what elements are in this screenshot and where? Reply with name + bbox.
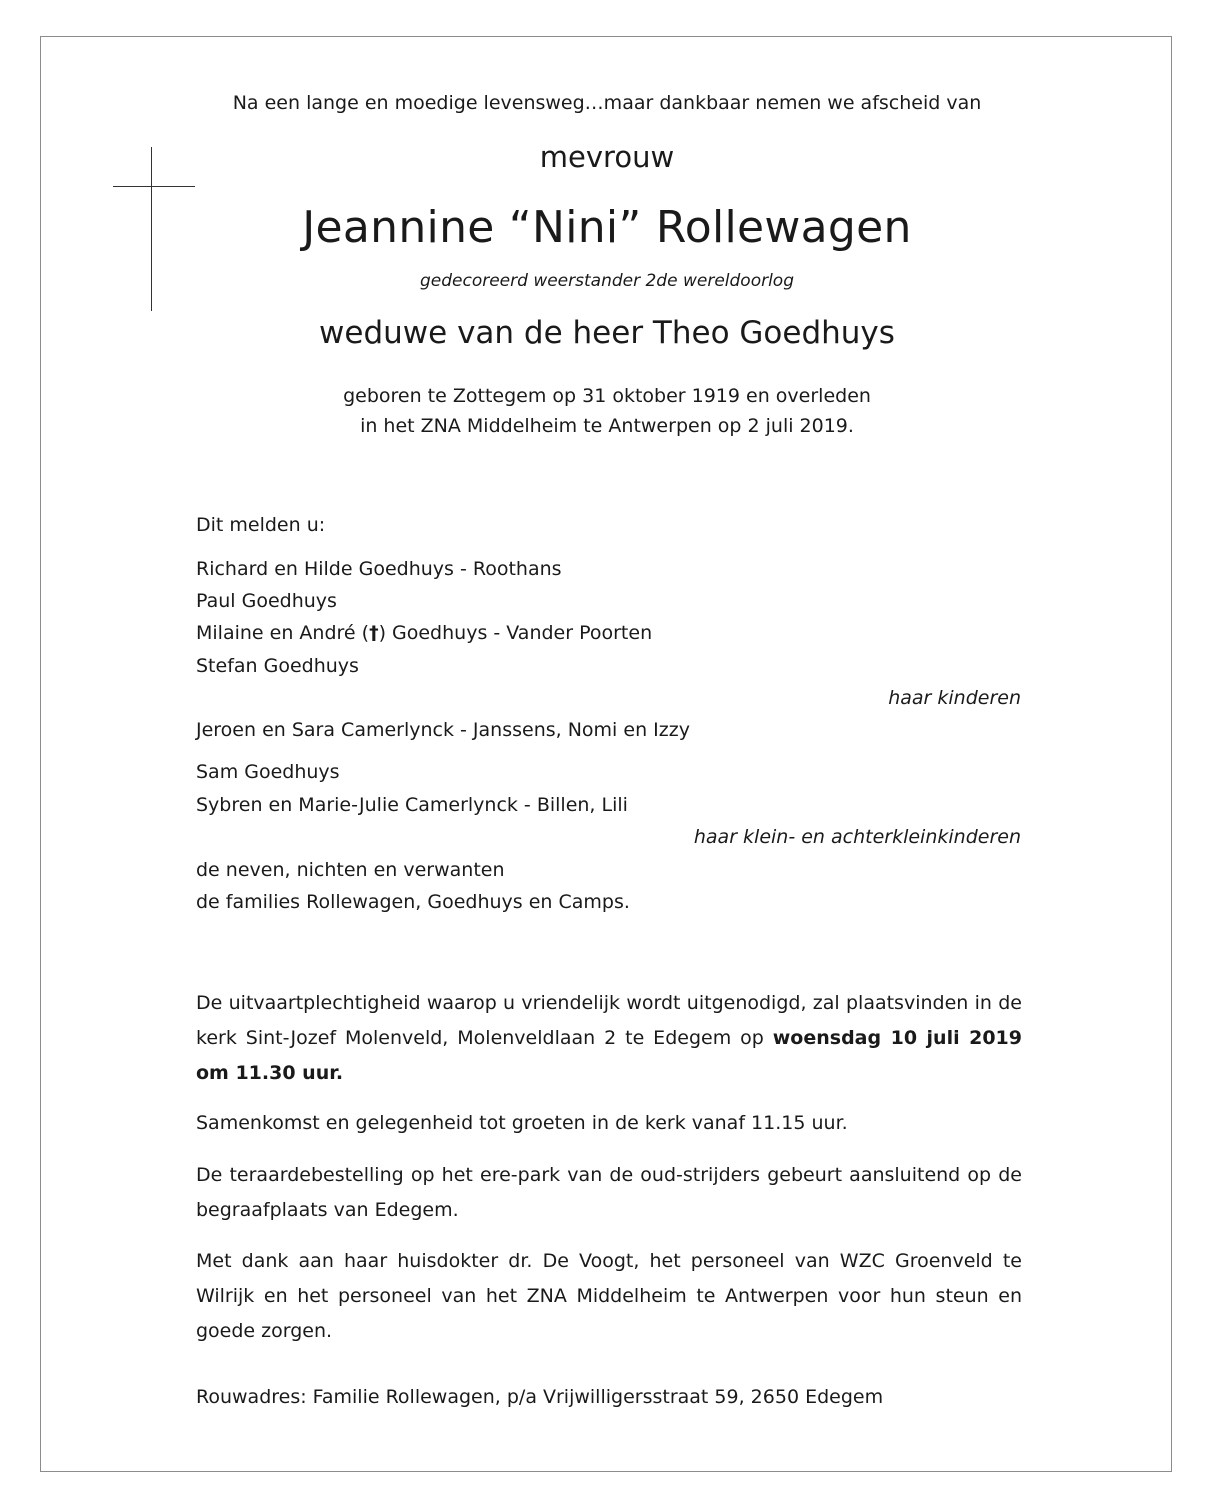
- grandchildren-role: haar klein- en achterkleinkinderen: [693, 826, 1021, 848]
- grandchild-line: Sam Goedhuys: [196, 761, 340, 783]
- child-line: [196, 622, 652, 644]
- children-role: haar kinderen: [888, 687, 1021, 709]
- gathering-paragraph: Samenkomst en gelegenheid tot groeten in de kerk vanaf 11.15 uur.: [196, 1112, 848, 1134]
- grandchild-line: Sybren en Marie-Julie Camerlynck - Billen, Lili: [196, 794, 628, 816]
- child-line: Richard en Hilde Goedhuys - Roothans: [196, 558, 562, 580]
- grandchild-line: Jeroen en Sara Camerlynck - Janssens, Nomi en Izzy: [196, 719, 690, 741]
- birth-line-2: in het ZNA Middelheim te Antwerpen op 2 juli 2019.: [360, 415, 854, 437]
- birth-death-info: [0, 381, 1214, 441]
- thanks-paragraph: Met dank aan haar huisdokter dr. De Voogt, het personeel van WZC Groenveld te Wilrijk en het personeel van het ZNA Middelheim te Antwerpen voor hun steun en goede zorgen.: [196, 1250, 1022, 1342]
- deceased-mark: †: [369, 622, 379, 644]
- deceased-name: Jeannine “Nini” Rollewagen: [302, 202, 912, 253]
- cross-horizontal-bar: [113, 186, 195, 187]
- child-line-end: ) Goedhuys - Vander Poorten: [378, 622, 653, 644]
- ceremony-paragraph: [196, 986, 1022, 1091]
- decoration-text: gedecoreerd weerstander 2de wereldoorlog: [419, 271, 794, 291]
- child-line-start: Milaine en André (: [196, 622, 370, 644]
- widow-line: weduwe van de heer Theo Goedhuys: [319, 315, 895, 351]
- child-line: Paul Goedhuys: [196, 590, 337, 612]
- burial-paragraph: De teraardebestelling op het ere-park van de oud-strijders gebeurt aansluitend op de begraafplaats van Edegem.: [196, 1164, 1022, 1221]
- ceremony-text: De uitvaartplechtigheid waarop u vriendelijk wordt uitgenodigd, zal plaatsvinden in de kerk Sint-Jozef Molenveld, Molenveldlaan 2 te Edegem op: [196, 992, 1022, 1049]
- mourning-address: Rouwadres: Familie Rollewagen, p/a Vrijwilligersstraat 59, 2650 Edegem: [196, 1386, 884, 1408]
- announce-line: Dit melden u:: [196, 514, 326, 536]
- birth-line-1: geboren te Zottegem op 31 oktober 1919 en overleden: [343, 385, 871, 407]
- intro-text: Na een lange en moedige levensweg…maar dankbaar nemen we afscheid van: [232, 92, 982, 114]
- child-line: Stefan Goedhuys: [196, 655, 359, 677]
- title-word: mevrouw: [539, 140, 675, 174]
- relatives-line: de neven, nichten en verwanten: [196, 859, 505, 881]
- ceremony-date: woensdag 10 juli 2019 om 11.30 uur.: [196, 1027, 1022, 1084]
- relatives-line: de families Rollewagen, Goedhuys en Camps.: [196, 891, 630, 913]
